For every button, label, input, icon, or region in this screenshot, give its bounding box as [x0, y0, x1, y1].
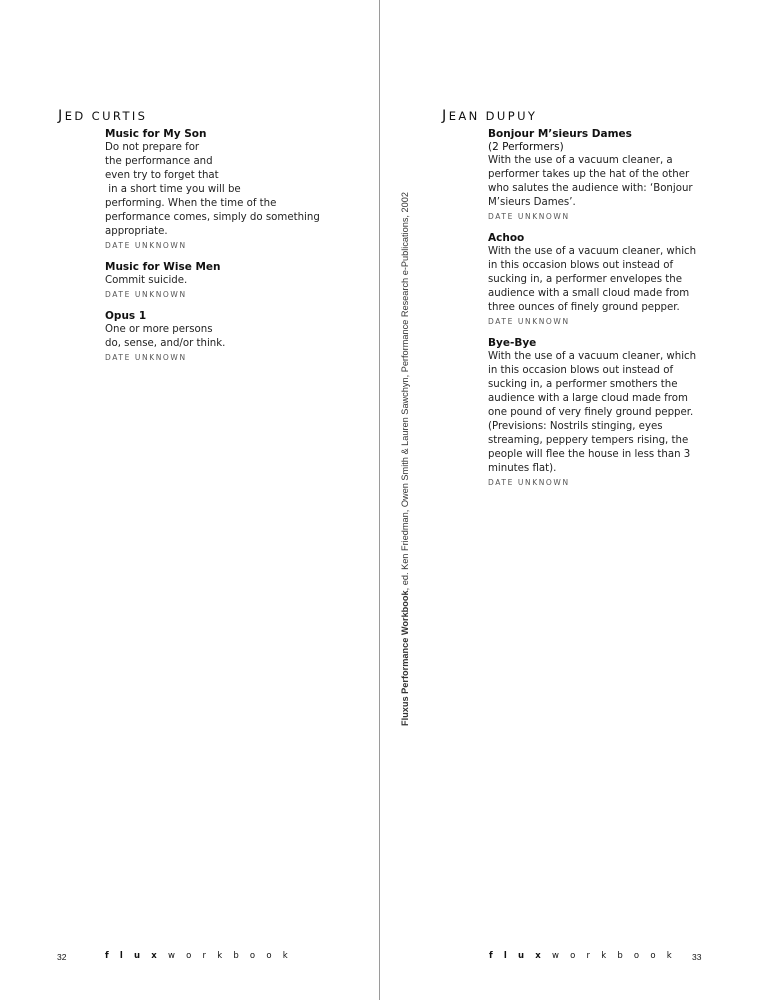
- piece-title: Achoo: [488, 232, 525, 244]
- page-number-left: 32: [57, 952, 67, 962]
- piece-bonjour-msieurs-dames: [488, 128, 703, 222]
- piece-title: Bye-Bye: [488, 337, 537, 349]
- running-footer-left: [105, 951, 299, 961]
- right-page-pieces: [488, 128, 703, 498]
- piece-subtitle: (2 Performers): [488, 141, 564, 153]
- running-footer-right: [489, 951, 683, 961]
- footer-word: workbook: [167, 951, 299, 961]
- page-number-right: 33: [692, 952, 702, 962]
- piece-bye-bye: [488, 337, 703, 488]
- footer-brand: flux: [105, 951, 168, 961]
- piece-text: With the use of a vacuum cleaner, a performer takes up the hat of the other who salutes the audience with: ‘Bonjour M’sieurs Dames’.: [488, 155, 693, 208]
- piece-text: With the use of a vacuum cleaner, which in this occasion blows out instead of sucking in, a performer envelopes the audience with a small cloud made from three ounces of finely ground pepper.: [488, 246, 697, 313]
- artist-heading-jed-curtis: JED CURTIS: [58, 108, 148, 124]
- piece-date: DATE UNKNOWN: [105, 353, 187, 362]
- piece-title: Opus 1: [105, 310, 147, 322]
- piece-text: One or more persons do, sense, and/or think.: [105, 324, 226, 349]
- left-page-pieces: [105, 128, 320, 373]
- piece-date: DATE UNKNOWN: [488, 317, 570, 326]
- citation-title: Fluxus Performance Workbook: [400, 590, 410, 726]
- footer-brand: flux: [489, 951, 552, 961]
- piece-text: Commit suicide.: [105, 275, 188, 286]
- footer-word: workbook: [551, 951, 683, 961]
- piece-text: With the use of a vacuum cleaner, which in this occasion blows out instead of sucking in, a performer smothers the audience with a large cloud made from one pound of very finely ground pepper. (Previsions: Nostrils stinging, eyes streaming, peppery tempers rising, the people will flee the house in less than 3 minutes flat).: [488, 351, 697, 474]
- piece-music-for-wise-men: [105, 261, 320, 300]
- citation-details: , ed. Ken Friedman, Owen Smith & Lauren Sawchyn, Performance Research e-Publications, 2002: [400, 192, 410, 591]
- piece-date: DATE UNKNOWN: [488, 478, 570, 487]
- piece-date: DATE UNKNOWN: [105, 241, 187, 250]
- piece-opus-1: [105, 310, 320, 363]
- piece-achoo: [488, 232, 703, 327]
- piece-music-for-my-son: [105, 128, 320, 251]
- piece-title: Music for Wise Men: [105, 261, 221, 273]
- page-gutter-divider: [379, 0, 380, 1000]
- artist-heading-jean-dupuy: JEAN DUPUY: [442, 108, 538, 124]
- piece-title: Bonjour M’sieurs Dames: [488, 128, 632, 140]
- piece-date: DATE UNKNOWN: [488, 212, 570, 221]
- piece-date: DATE UNKNOWN: [105, 290, 187, 299]
- side-citation: [400, 192, 410, 726]
- piece-title: Music for My Son: [105, 128, 207, 140]
- piece-text: Do not prepare for the performance and even try to forget that in a short time you will be performing. When the time of the performance comes, simply do something appropriate.: [105, 142, 320, 237]
